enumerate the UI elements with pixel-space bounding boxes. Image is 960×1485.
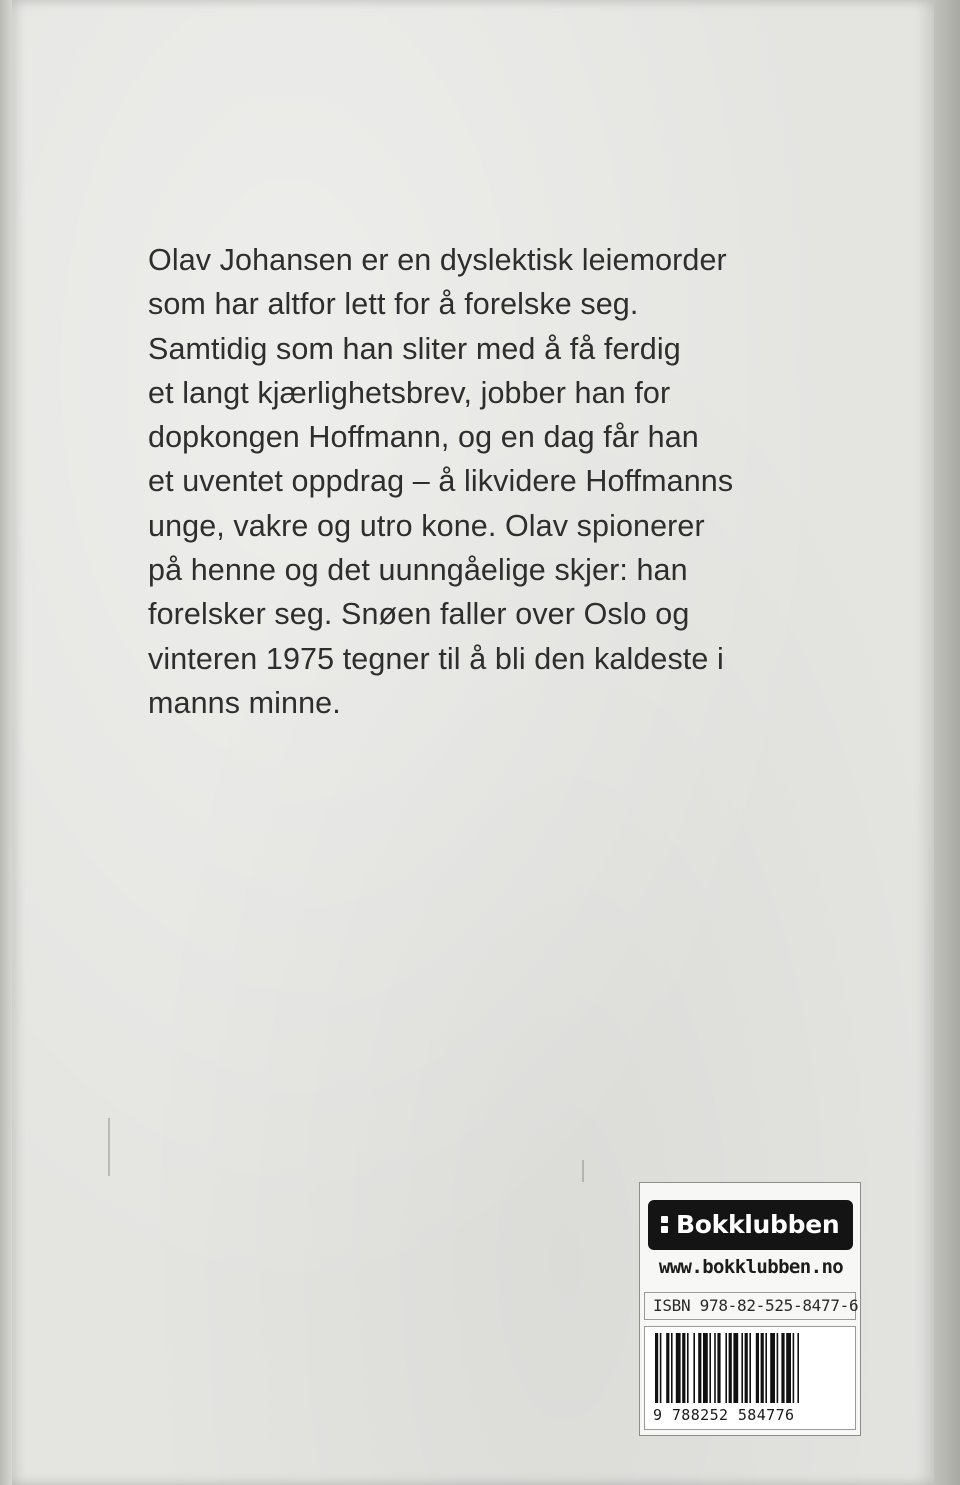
cover-crease-mark xyxy=(582,1160,584,1182)
barcode-bar xyxy=(660,1333,662,1403)
barcode-bar xyxy=(698,1333,701,1403)
blurb-line: dopkongen Hoffmann, og en dag får han xyxy=(148,420,699,455)
barcode-bar xyxy=(676,1333,681,1403)
barcode-bar xyxy=(655,1333,658,1403)
barcode-bar xyxy=(729,1333,732,1403)
barcode-bar xyxy=(725,1333,727,1403)
website-url: www.bokklubben.no xyxy=(658,1256,844,1278)
brand-name: Bokklubben xyxy=(676,1210,840,1239)
barcode-bar xyxy=(749,1333,751,1403)
blurb-line: Olav Johansen er en dyslektisk leiemorder xyxy=(148,243,727,277)
blurb-line: unge, vakre og utro kone. Olav spionerer xyxy=(148,508,705,543)
barcode-bar xyxy=(786,1333,791,1403)
barcode-bar xyxy=(714,1333,716,1403)
barcode-bar xyxy=(733,1333,738,1403)
blurb-text xyxy=(148,238,808,725)
barcode-bar xyxy=(709,1333,711,1403)
barcode-bar xyxy=(682,1333,685,1403)
isbn-number: ISBN 978-82-525-8477-6 xyxy=(644,1292,856,1320)
blurb-line: Samtidig som han sliter med å få ferdig xyxy=(148,331,681,366)
blurb-line: et langt kjærlighetsbrev, jobber han for xyxy=(148,375,671,410)
barcode xyxy=(644,1326,856,1430)
brand-logo xyxy=(648,1200,853,1250)
barcode-bar xyxy=(765,1333,767,1403)
blurb-line: vinteren 1975 tegner til å bli den kaldeste i xyxy=(148,641,724,676)
barcode-bar xyxy=(745,1333,748,1403)
barcode-bar xyxy=(703,1333,708,1403)
price-sticker xyxy=(639,1182,861,1436)
blurb-line: manns minne. xyxy=(148,685,341,720)
barcode-bar xyxy=(741,1333,743,1403)
barcode-bar xyxy=(781,1333,784,1403)
cover-crease-mark xyxy=(108,1118,110,1176)
barcode-bar xyxy=(687,1333,689,1403)
barcode-bar xyxy=(797,1333,799,1403)
barcode-bar xyxy=(671,1333,673,1403)
barcode-bar xyxy=(666,1333,669,1403)
barcode-bar xyxy=(717,1333,720,1403)
barcode-bar xyxy=(756,1333,759,1403)
barcode-bar xyxy=(693,1333,695,1403)
blurb-line: forelsker seg. Snøen faller over Oslo og xyxy=(148,597,690,632)
barcode-bar xyxy=(777,1333,779,1403)
blurb-line: et uventet oppdrag – å likvidere Hoffmanns xyxy=(148,464,734,499)
barcode-digits: 9 788252 584776 xyxy=(653,1406,795,1424)
blurb-line: som har altfor lett for å forelske seg. xyxy=(148,287,639,322)
blurb-line: på henne og det uunngåelige skjer: han xyxy=(148,553,688,588)
barcode-bar xyxy=(761,1333,764,1403)
bokklubben-logo-icon xyxy=(661,1216,671,1236)
barcode-bar xyxy=(770,1333,775,1403)
barcode-bar xyxy=(793,1333,795,1403)
